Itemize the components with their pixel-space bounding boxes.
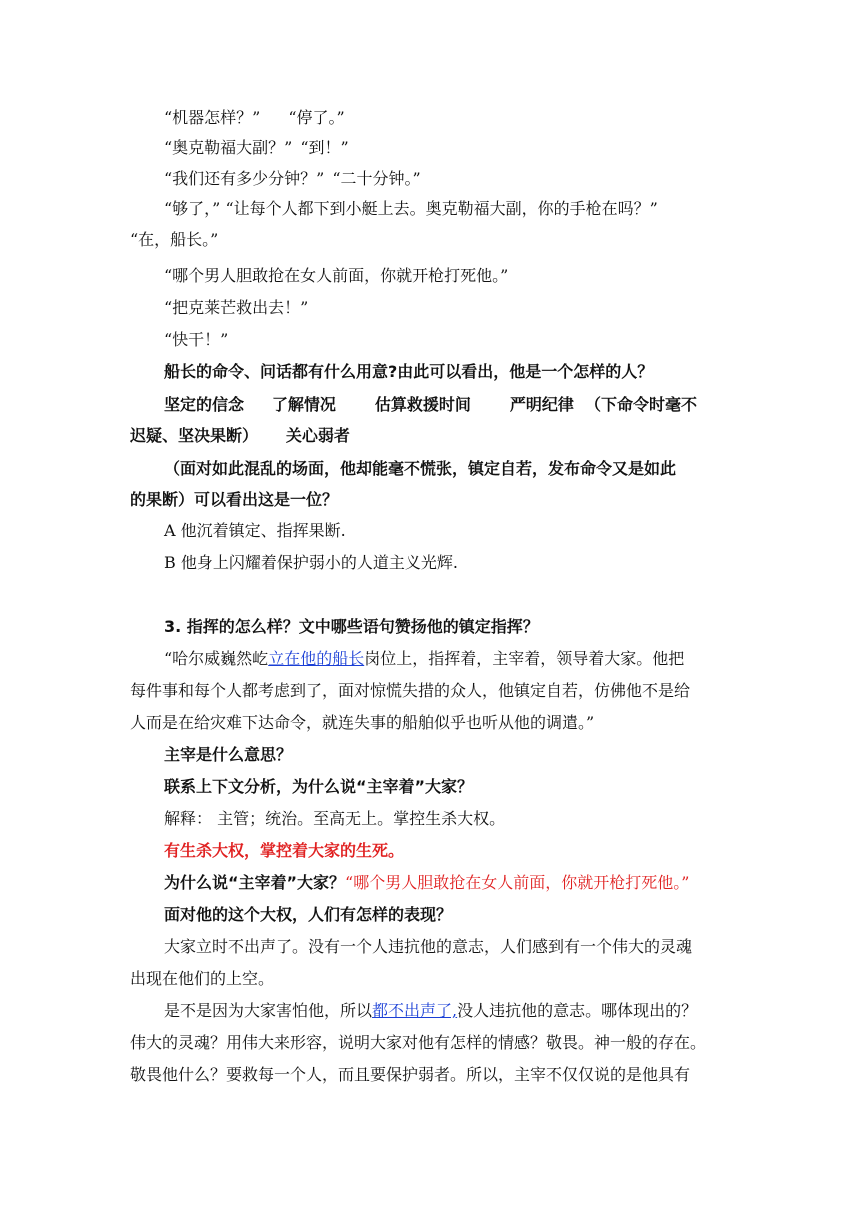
q3-paragraph-line-1: [164, 1000, 697, 1022]
dialog-line-5: “在，船长。”: [130, 230, 219, 249]
q3-sub-question-1: 主宰是什么意思？: [164, 745, 293, 764]
dialog-mate-question: “奥克勒福大副？”: [164, 138, 293, 157]
dialog-machine-answer: “停了。”: [288, 108, 345, 127]
q1-prompt-line-2: 的果断）可以看出这是一位？: [130, 490, 339, 509]
q3-why-line: [164, 872, 689, 894]
q1-question: 船长的命令、问话都有什么用意?由此可以看出，他是一个怎样的人？: [164, 362, 654, 381]
q3-paragraph-line-3: 敬畏他什么？要救每一个人，而且要保护弱者。所以，主宰不仅仅说的是他具有: [130, 1065, 691, 1084]
dialog-line-1: [164, 107, 345, 129]
dialog-minutes-question: “我们还有多少分钟？”: [164, 169, 325, 188]
q3-quote-line-1: [164, 648, 684, 670]
q3-sub-question-2: 联系上下文分析，为什么说“主宰着”大家？: [164, 777, 474, 796]
q3-reaction-line-1: 大家立时不出声了。没有一个人违抗他的意志，人们感到有一个伟大的灵魂: [164, 937, 693, 956]
q1-option-b: B 他身上闪耀着保护弱小的人道主义光辉.: [164, 553, 458, 572]
q3-paragraph-link[interactable]: 都不出声了,: [372, 1001, 458, 1020]
q1-option-a: A 他沉着镇定、指挥果断.: [164, 521, 346, 540]
q3-why-question: 为什么说“主宰着”大家？: [164, 873, 346, 892]
q3-quote-line-2: 每件事和每个人都考虑到了，面对惊慌失措的众人，他镇定自若，仿佛他不是给: [130, 681, 691, 700]
q3-quote-line-3: 人而是在给灾难下达命令，就连失事的船舶似乎也听从他的调遣。”: [130, 713, 595, 732]
q3-heading: 3. 指挥的怎么样？文中哪些语句赞扬他的镇定指挥？: [164, 617, 539, 636]
q3-reaction-question: 面对他的这个大权，人们有怎样的表现？: [164, 905, 453, 924]
dialog-line-8: “快干！”: [164, 330, 229, 349]
dialog-line-4: “够了，” “让每个人都下到小艇上去。奥克勒福大副，你的手枪在吗？”: [164, 199, 658, 218]
dialog-machine-question: “机器怎样？”: [164, 108, 261, 127]
dialog-minutes-answer: “二十分钟。”: [332, 169, 421, 188]
q3-reaction-line-2: 出现在他们的上空。: [130, 969, 275, 988]
dialog-line-3: [164, 168, 421, 190]
dialog-mate-answer: “到！”: [300, 138, 349, 157]
dialog-line-7: “把克莱芒救出去！”: [164, 298, 309, 317]
dialog-line-6: “哪个男人胆敢抢在女人前面，你就开枪打死他。”: [164, 266, 509, 285]
q3-why-red-quote: “哪个男人胆敢抢在女人前面，你就开枪打死他。”: [345, 873, 690, 892]
dialog-line-2: [164, 137, 349, 159]
q1-answer-line-2: 迟疑、坚决果断） 关心弱者: [130, 426, 350, 445]
q1-answer-line-1: 坚定的信念 了解情况 估算救援时间 严明纪律 （下命令时毫不: [164, 395, 697, 414]
q3-explanation: 解释： 主管；统治。至高无上。掌控生杀大权。: [164, 809, 506, 828]
q3-red-answer: 有生杀大权，掌控着大家的生死。: [164, 841, 405, 860]
q3-paragraph-text-post: 没人违抗他的意志。哪体现出的？: [457, 1001, 698, 1020]
q1-prompt-line-1: （面对如此混乱的场面，他却能毫不慌张，镇定自若，发布命令又是如此: [164, 459, 677, 478]
q3-quote-text-pre: “哈尔威巍然屹: [164, 649, 269, 668]
q3-quote-link[interactable]: 立在他的船长: [268, 649, 365, 668]
q3-quote-text-post: 岗位上，指挥着，主宰着，领导着大家。他把: [364, 649, 685, 668]
q3-paragraph-line-2: 伟大的灵魂？用伟大来形容，说明大家对他有怎样的情感？敬畏。神一般的存在。: [130, 1033, 707, 1052]
q3-paragraph-text-pre: 是不是因为大家害怕他，所以: [164, 1001, 373, 1020]
